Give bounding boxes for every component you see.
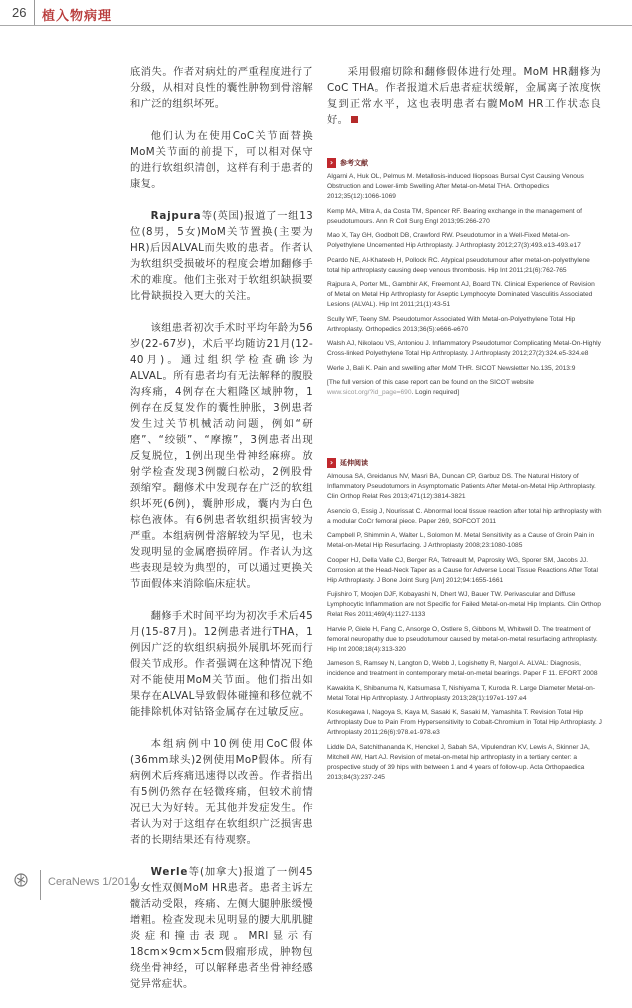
reference-item: Kosukegawa I, Nagoya S, Kaya M, Sasaki K, Sasaki M, Yamashita T. Revision Total Hip Arthroplasty Due to Pain From Hypersensitivity to Cobalt-Chromium in Total Hip Arthroplasty. J Arthroplasty 2011;26(6):978.e1-978.e3: [327, 709, 602, 736]
full-version-note: [327, 378, 602, 398]
paragraph-text: 本组病例中10例使用CoC假体(36mm球头)2例使用MoP假体。所有病例术后疼痛迅速得以改善。作者指出有5例仍然存在轻微疼痛，但较术前情况已大为好转。无其他并发症发生。作者认为对于这组存在软组织广泛损害患者的长期结果还有待观察。: [130, 738, 313, 846]
references-title: 参考文献: [340, 159, 368, 167]
reference-item: Liddle DA, Satchithananda K, Henckel J, Sabah SA, Vipulendran KV, Lewis A, Skinner JA, Mitchell AW, Hart AJ. Revision of metal-on-metal hip arthroplasty in a tertiary center: a prospective study of 39 hips with between 1 and 4 years of follow-up. Acta Orthopaedica 2013;84(3):237-245: [327, 743, 590, 781]
paragraph-text: 底消失。作者对病灶的严重程度进行了分级，从相对良性的囊性肿物到骨溶解和广泛的组织坏死。: [130, 66, 313, 110]
body-paragraph: [327, 64, 601, 128]
references-header: [327, 158, 602, 168]
paragraph-text: 等(英国)报道了一组13位(8男，5女)MoM关节置换(主要为HR)后因ALVAL而失败的患者。作者认为软组织受损破坏的程度会增加翻修手术的难度。他们主张对于软组织缺损要比骨缺损投入更大的关注。: [130, 210, 313, 302]
references-list: [327, 172, 602, 374]
references-section: [327, 158, 602, 403]
chevron-right-icon: ›: [327, 458, 336, 468]
sicot-logo-icon: [14, 873, 28, 887]
chevron-right-icon: ›: [327, 158, 336, 168]
reference-item: Mao X, Tay GH, Godbolt DB, Crawford RW. Pseudotumor in a Well-Fixed Metal-on-Polyethylene Uncemented Hip Arthroplasty. J Arthroplasty 2012;27(3):493.e13-493.e17: [327, 232, 581, 249]
header-rule: [0, 25, 632, 26]
reference-item: Werle J, Bali K. Pain and swelling after MoM THR. SICOT Newsletter No.135, 2013:9: [327, 364, 576, 372]
reference-item: Algarni A, Huk OL, Pelmus M. Metallosis-induced Iliopsoas Bursal Cyst Causing Venous Obstruction and Lower-limb Swelling After Metal-on-Metal THA. Orthopedics 2012;35(12):1066-1069: [327, 173, 584, 200]
body-paragraph: [130, 608, 313, 720]
paragraph-text: 翻修手术时间平均为初次手术后45月(15-87月)。12例患者进行THA，1例因广泛的软组织病损外展肌坏死而行假关节成形。作者强调在这种情况下绝对不能使用MoM关节面。他们指出如果存在ALVAL导致假体碰撞和移位就不能排除机体对钴铬金属存在过敏反应。: [130, 610, 313, 718]
body-paragraph: [130, 736, 313, 848]
further-reading-list: [327, 472, 602, 783]
body-paragraph: [130, 320, 313, 592]
body-paragraph: [130, 208, 313, 304]
right-column-intro: [327, 64, 601, 144]
reference-item: Scully WF, Teeny SM. Pseudotumor Associated With Metal-on-Polyethylene Total Hip Arthroplasty. Orthopedics 2013;36(5):e666-e670: [327, 315, 576, 333]
body-paragraph: [130, 128, 313, 192]
paragraph-text: 该组患者初次手术时平均年龄为56岁(22-67岁)，术后平均随访21月(12-40月)。通过组织学检查确诊为ALVAL。所有患者均有无法解释的腹股沟疼痛，4例存在大粗隆区域肿物，1例存在反复发作的囊性肿胀，3例患者发生过关节机械活动问题，例如“研磨”、“绞锁”、“摩擦”，3例患者出现反复脱位，1例出现坐骨神经麻痹。放射学检查发现3例髋臼松动，2例股骨颈缩窄。翻修术中发现存在广泛的软组织坏死(6例)，囊肿形成，囊内为白色棕色液体。有6例患者软组织损害较为严重。本组病例骨溶解较为罕见，也未发现明显的金属磨损碎屑。作者认为这些表现是较为典型的，可以通过更换关节面假体来消除临床症状。: [130, 322, 313, 590]
end-mark-icon: [351, 116, 358, 123]
further-reading-header: [327, 458, 602, 468]
paragraph-text: 等(加拿大)报道了一例45岁女性双侧MoM HR患者。患者主诉左髋活动受限，疼痛、左侧大腿肿胀缓慢增粗。检查发现未见明显的腰大肌肌腱炎症和撞击表现。MRI显示有18cm×9cm×5cm假瘤形成，肿物包绕坐骨神经，可以解释患者坐骨神经感觉异常症状。: [130, 866, 313, 990]
further-reading-title: 延伸阅读: [340, 459, 368, 467]
reference-item: Campbell P, Shimmin A, Walter L, Solomon M. Metal Sensitivity as a Cause of Groin Pain in Metal-on-Metal Hip Resurfacing. J Arthroplasty 2008;23:1080-1085: [327, 532, 595, 549]
reference-item: Jameson S, Ramsey N, Langton D, Webb J, Logishetty R, Nargol A. ALVAL: Diagnosis, incidence and treatment in contemporary metal-on-metal bearings. Paper F 11. EFORT 2008: [327, 660, 598, 677]
reference-item: Rajpura A, Porter ML, Gambhir AK, Freemont AJ, Board TN. Clinical Experience of Revision of Metal on Metal Hip Arthroplasty for Aseptic Lymphocyte Dominated Vasculitis Associated Lesions (ALVAL). Hip Int 2011;21(1):43-51: [327, 281, 595, 308]
body-paragraph: [130, 864, 313, 992]
page-number: 26: [12, 5, 27, 20]
publication-name: CeraNews 1/2014: [48, 876, 137, 888]
reference-item: Pcardo NE, Al-Khateeb H, Pollock RC. Atypical pseudotumour after metal-on-polyethylene total hip arthroplasty causing deep venous thrombosis. Hip Int 2011;21(6):762-765: [327, 256, 590, 274]
reference-item: Walsh AJ, Nikolaou VS, Antoniou J. Inflammatory Pseudotumor Complicating Metal-On-Highly Cross-linked Polyethylene Total Hip Arthroplasty. J Arthroplasty 2012;27(2):324.e5-324.e8: [327, 340, 601, 357]
further-reading-section: [327, 458, 602, 787]
paragraph-text: 采用假瘤切除和翻修假体进行处理。MoM HR翻修为CoC THA。作者报道术后患者症状缓解，金属离子浓度恢复到正常水平，这也表明患者右髋MoM HR工作状态良好。: [327, 66, 601, 126]
header-divider: [34, 0, 35, 25]
reference-item: Asencio G, Essig J, Nourissat C. Abnormal local tissue reaction after total hip arthroplasty with a modular CoCr femoral piece. Paper 269, SOFCOT 2011: [327, 507, 602, 525]
author-name: Werle: [150, 866, 189, 878]
section-title: 植入物病理: [42, 9, 113, 24]
sicot-link[interactable]: www.sicot.org/?id_page=690: [327, 389, 412, 396]
note-tail: . Login required]: [411, 389, 460, 396]
body-paragraph: [130, 64, 313, 112]
reference-item: Harvie P, Giele H, Fang C, Ansorge O, Ostlere S, Gibbons M, Whitwell D. The treatment of femoral neuropathy due to pseudotumour caused by metal-on-metal resurfacing arthroplasty. Hip Int 2008;18(4):313-320: [327, 625, 598, 653]
reference-item: Kemp MA, Mitra A, da Costa TM, Spencer RF. Bearing exchange in the management of pseudotumours. Ann R Coll Surg Engl 2013;95:266-270: [327, 207, 582, 225]
reference-item: Almousa SA, Greidanus NV, Masri BA, Duncan CP, Garbuz DS. The Natural History of Inflammatory Pseudotumors in Asymptomatic Patients After Metal-on-Metal Hip Arthroplasty. Clin Orthop Relat Res 2013;471(12):3814-3821: [327, 473, 596, 500]
reference-item: Kawakita K, Shibanuma N, Katsumasa T, Nishiyama T, Kuroda R. Large Diameter Metal-on-Metal Total Hip Arthroplasty. J Arthroplasty 2013;28(1):197e1-197.e4: [327, 684, 596, 702]
author-name: Rajpura: [150, 210, 202, 222]
footer-divider: [40, 870, 41, 900]
reference-item: Fujishiro T, Moojen DJF, Kobayashi N, Dhert WJ, Bauer TW. Perivascular and Diffuse Lymphocytic Inflammation are not Specific for Failed Metal-on-metal Hip Implants. Clin Orthop Relat Res 2011;469(4):1127-1133: [327, 591, 601, 618]
left-column: [130, 64, 313, 1008]
reference-item: Cooper HJ, Della Valle CJ, Berger RA, Tetreault M, Paprosky WG, Sporer SM, Jacobs JJ. Corrosion at the Head-Neck Taper as a Cause for Adverse Local Tissue Reactions After Total Hip Arthroplasty. J Bone Joint Surg [Am] 2012;94:1655-1661: [327, 556, 598, 584]
note-text: [The full version of this case report can be found on the SICOT website: [327, 379, 534, 386]
paragraph-text: 他们认为在使用CoC关节面替换MoM关节面的前提下，可以相对保守的进行软组织清创，这样有利于患者的康复。: [130, 130, 313, 190]
